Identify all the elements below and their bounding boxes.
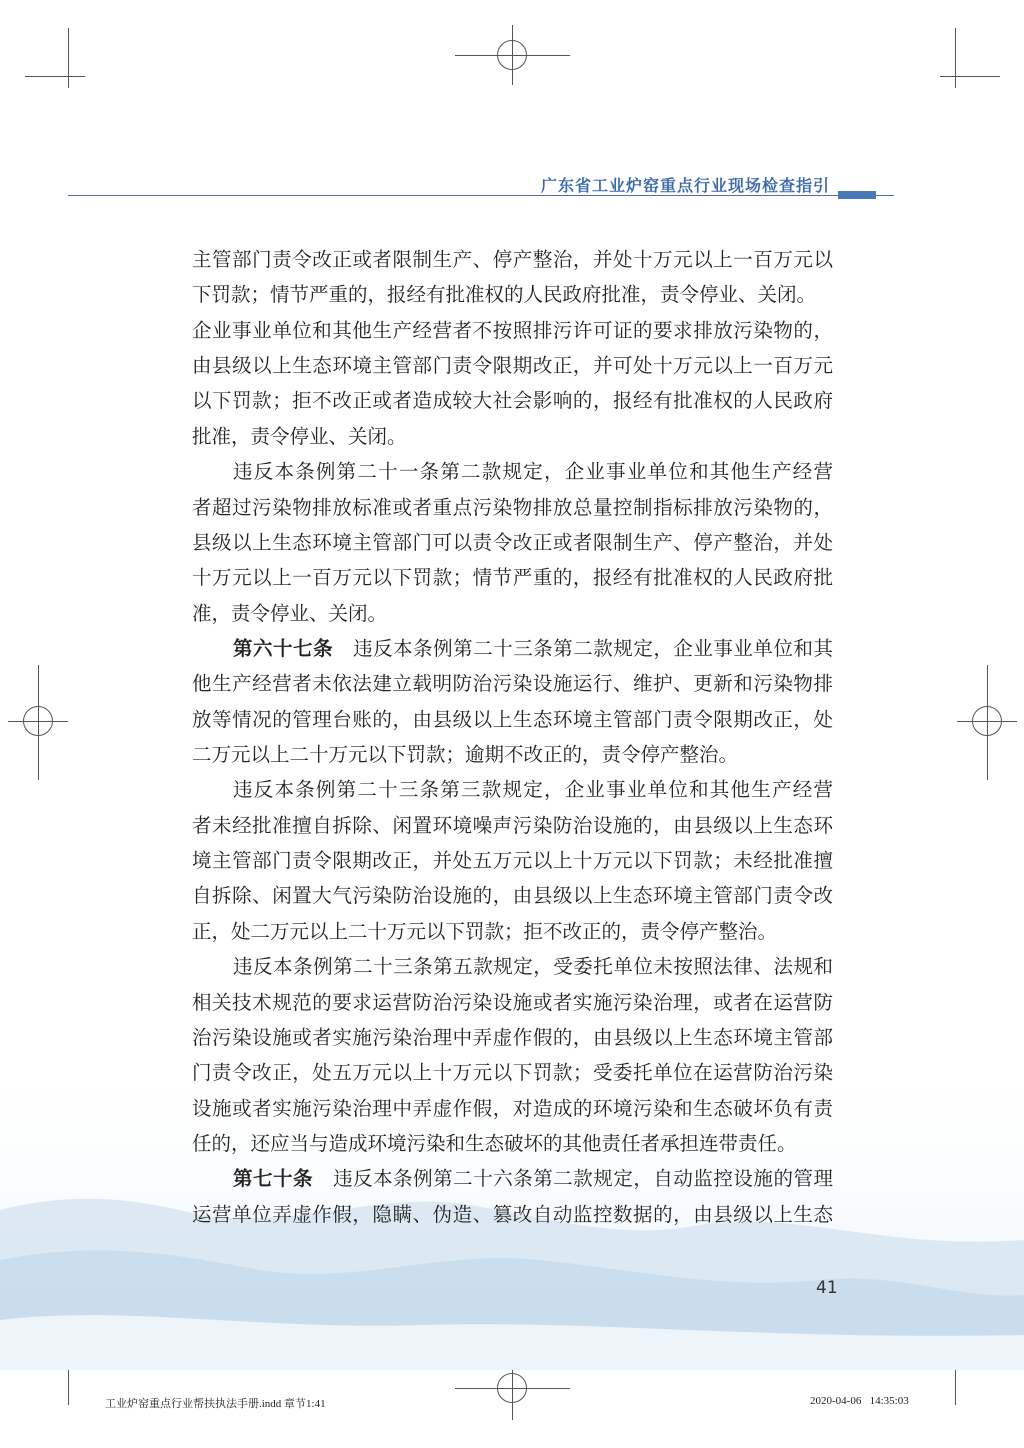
line-text: 者未经批准擅自拆除、闲置环境噪声污染防治设施的，由县级以上生态环 (192, 813, 833, 837)
text-line (192, 383, 833, 418)
line-text: 相关技术规范的要求运营防治污染设施或者实施污染治理，或者在运营防 (192, 990, 833, 1014)
page-number: 41 (816, 1278, 838, 1298)
line-text: 任的，还应当与造成环境污染和生态破坏的其他责任者承担连带责任。 (192, 1131, 797, 1155)
line-text: 违反本条例第二十三条第五款规定，受委托单位未按照法律、法规和 (233, 955, 833, 979)
header-accent-bar (838, 191, 876, 199)
crop-mark (940, 76, 1000, 77)
text-line (192, 1020, 833, 1055)
registration-line (38, 665, 39, 780)
text-line (192, 985, 833, 1020)
paragraph (192, 242, 833, 313)
text-line (192, 596, 833, 631)
text-line (192, 454, 833, 489)
line-text: 二万元以上二十万元以下罚款；逾期不改正的，责令停产整治。 (192, 743, 739, 767)
line-text: 设施或者实施污染治理中弄虚作假，对造成的环境污染和生态破坏负有责 (192, 1096, 833, 1120)
paragraph (192, 631, 833, 772)
line-text: 下罚款；情节严重的，报经有批准权的人民政府批准，责令停业、关闭。 (192, 283, 817, 307)
text-line (192, 666, 833, 701)
line-text: 境主管部门责令限期改正，并处五万元以上十万元以下罚款；未经批准擅 (192, 849, 833, 873)
paragraph (192, 949, 833, 1161)
line-text: 十万元以上一百万元以下罚款；情节严重的，报经有批准权的人民政府批 (192, 566, 833, 590)
text-line (192, 1161, 833, 1196)
paragraph (192, 772, 833, 949)
crop-mark (955, 28, 956, 88)
line-text: 放等情况的管理台账的，由县级以上生态环境主管部门责令限期改正，处 (192, 707, 833, 731)
line-text: 他生产经营者未依法建立载明防治污染设施运行、维护、更新和污染物排 (192, 672, 833, 696)
footer-file-info: 工业炉窑重点行业帮扶执法手册.indd 章节1:41 (105, 1398, 326, 1410)
crop-mark (25, 76, 85, 77)
line-text: 治污染设施或者实施污染治理中弄虚作假的，由县级以上生态环境主管部 (192, 1025, 833, 1049)
running-header-title: 广东省工业炉窑重点行业现场检查指引 (540, 176, 830, 195)
text-line (192, 242, 833, 277)
text-line (192, 277, 833, 312)
text-line (192, 560, 833, 595)
line-text: 自拆除、闲置大气污染防治设施的，由县级以上生态环境主管部门责令改 (192, 884, 833, 908)
text-line (192, 348, 833, 383)
text-line (192, 1055, 833, 1090)
text-line (192, 914, 833, 949)
text-line (192, 737, 833, 772)
body-text (192, 242, 833, 1232)
line-text: 违反本条例第二十三条第二款规定，企业事业单位和其 (353, 636, 833, 660)
text-line (192, 631, 833, 666)
text-line (192, 808, 833, 843)
text-line (192, 1091, 833, 1126)
line-text: 者超过污染物排放标准或者重点污染物排放总量控制指标排放污染物的， (192, 495, 833, 519)
header-rule (68, 195, 894, 196)
text-line (192, 702, 833, 737)
text-line (192, 878, 833, 913)
text-line (192, 525, 833, 560)
line-text: 由县级以上生态环境主管部门责令限期改正，并可处十万元以上一百万元 (192, 354, 833, 378)
paragraph (192, 313, 833, 454)
line-text: 县级以上生态环境主管部门可以责令改正或者限制生产、停产整治，并处 (192, 530, 833, 554)
line-text: 违反本条例第二十一条第二款规定，企业事业单位和其他生产经营 (233, 460, 833, 484)
crop-mark (68, 28, 69, 88)
text-line (192, 1126, 833, 1161)
text-line (192, 843, 833, 878)
line-text: 违反本条例第二十六条第二款规定，自动监控设施的管理 (333, 1167, 833, 1191)
line-text: 批准，责令停业、关闭。 (192, 424, 407, 448)
text-line (192, 949, 833, 984)
line-text: 主管部门责令改正或者限制生产、停产整治，并处十万元以上一百万元以 (192, 248, 833, 271)
line-text: 运营单位弄虚作假，隐瞒、伪造、篡改自动监控数据的，由县级以上生态 (192, 1202, 833, 1226)
line-text: 违反本条例第二十三条第三款规定，企业事业单位和其他生产经营 (233, 778, 833, 802)
article-number: 第六十七条 (233, 636, 334, 660)
line-text: 以下罚款；拒不改正或者造成较大社会影响的，报经有批准权的人民政府 (192, 389, 833, 413)
paragraph (192, 454, 833, 631)
line-text: 企业事业单位和其他生产经营者不按照排污许可证的要求排放污染物的， (192, 318, 833, 342)
registration-line (512, 25, 513, 85)
article-number: 第七十条 (233, 1167, 314, 1191)
footer-timestamp: 2020-04-06 14:35:03 (810, 1395, 909, 1407)
registration-line (987, 665, 988, 780)
text-line (192, 313, 833, 348)
line-text: 准，责令停业、关闭。 (192, 601, 388, 625)
text-line (192, 1197, 833, 1232)
line-text: 门责令改正，处五万元以上十万元以下罚款；受委托单位在运营防治污染 (192, 1061, 833, 1085)
line-text: 正，处二万元以上二十万元以下罚款；拒不改正的，责令停产整治。 (192, 919, 778, 943)
paragraph (192, 1161, 833, 1232)
text-line (192, 772, 833, 807)
text-line (192, 490, 833, 525)
text-line (192, 419, 833, 454)
